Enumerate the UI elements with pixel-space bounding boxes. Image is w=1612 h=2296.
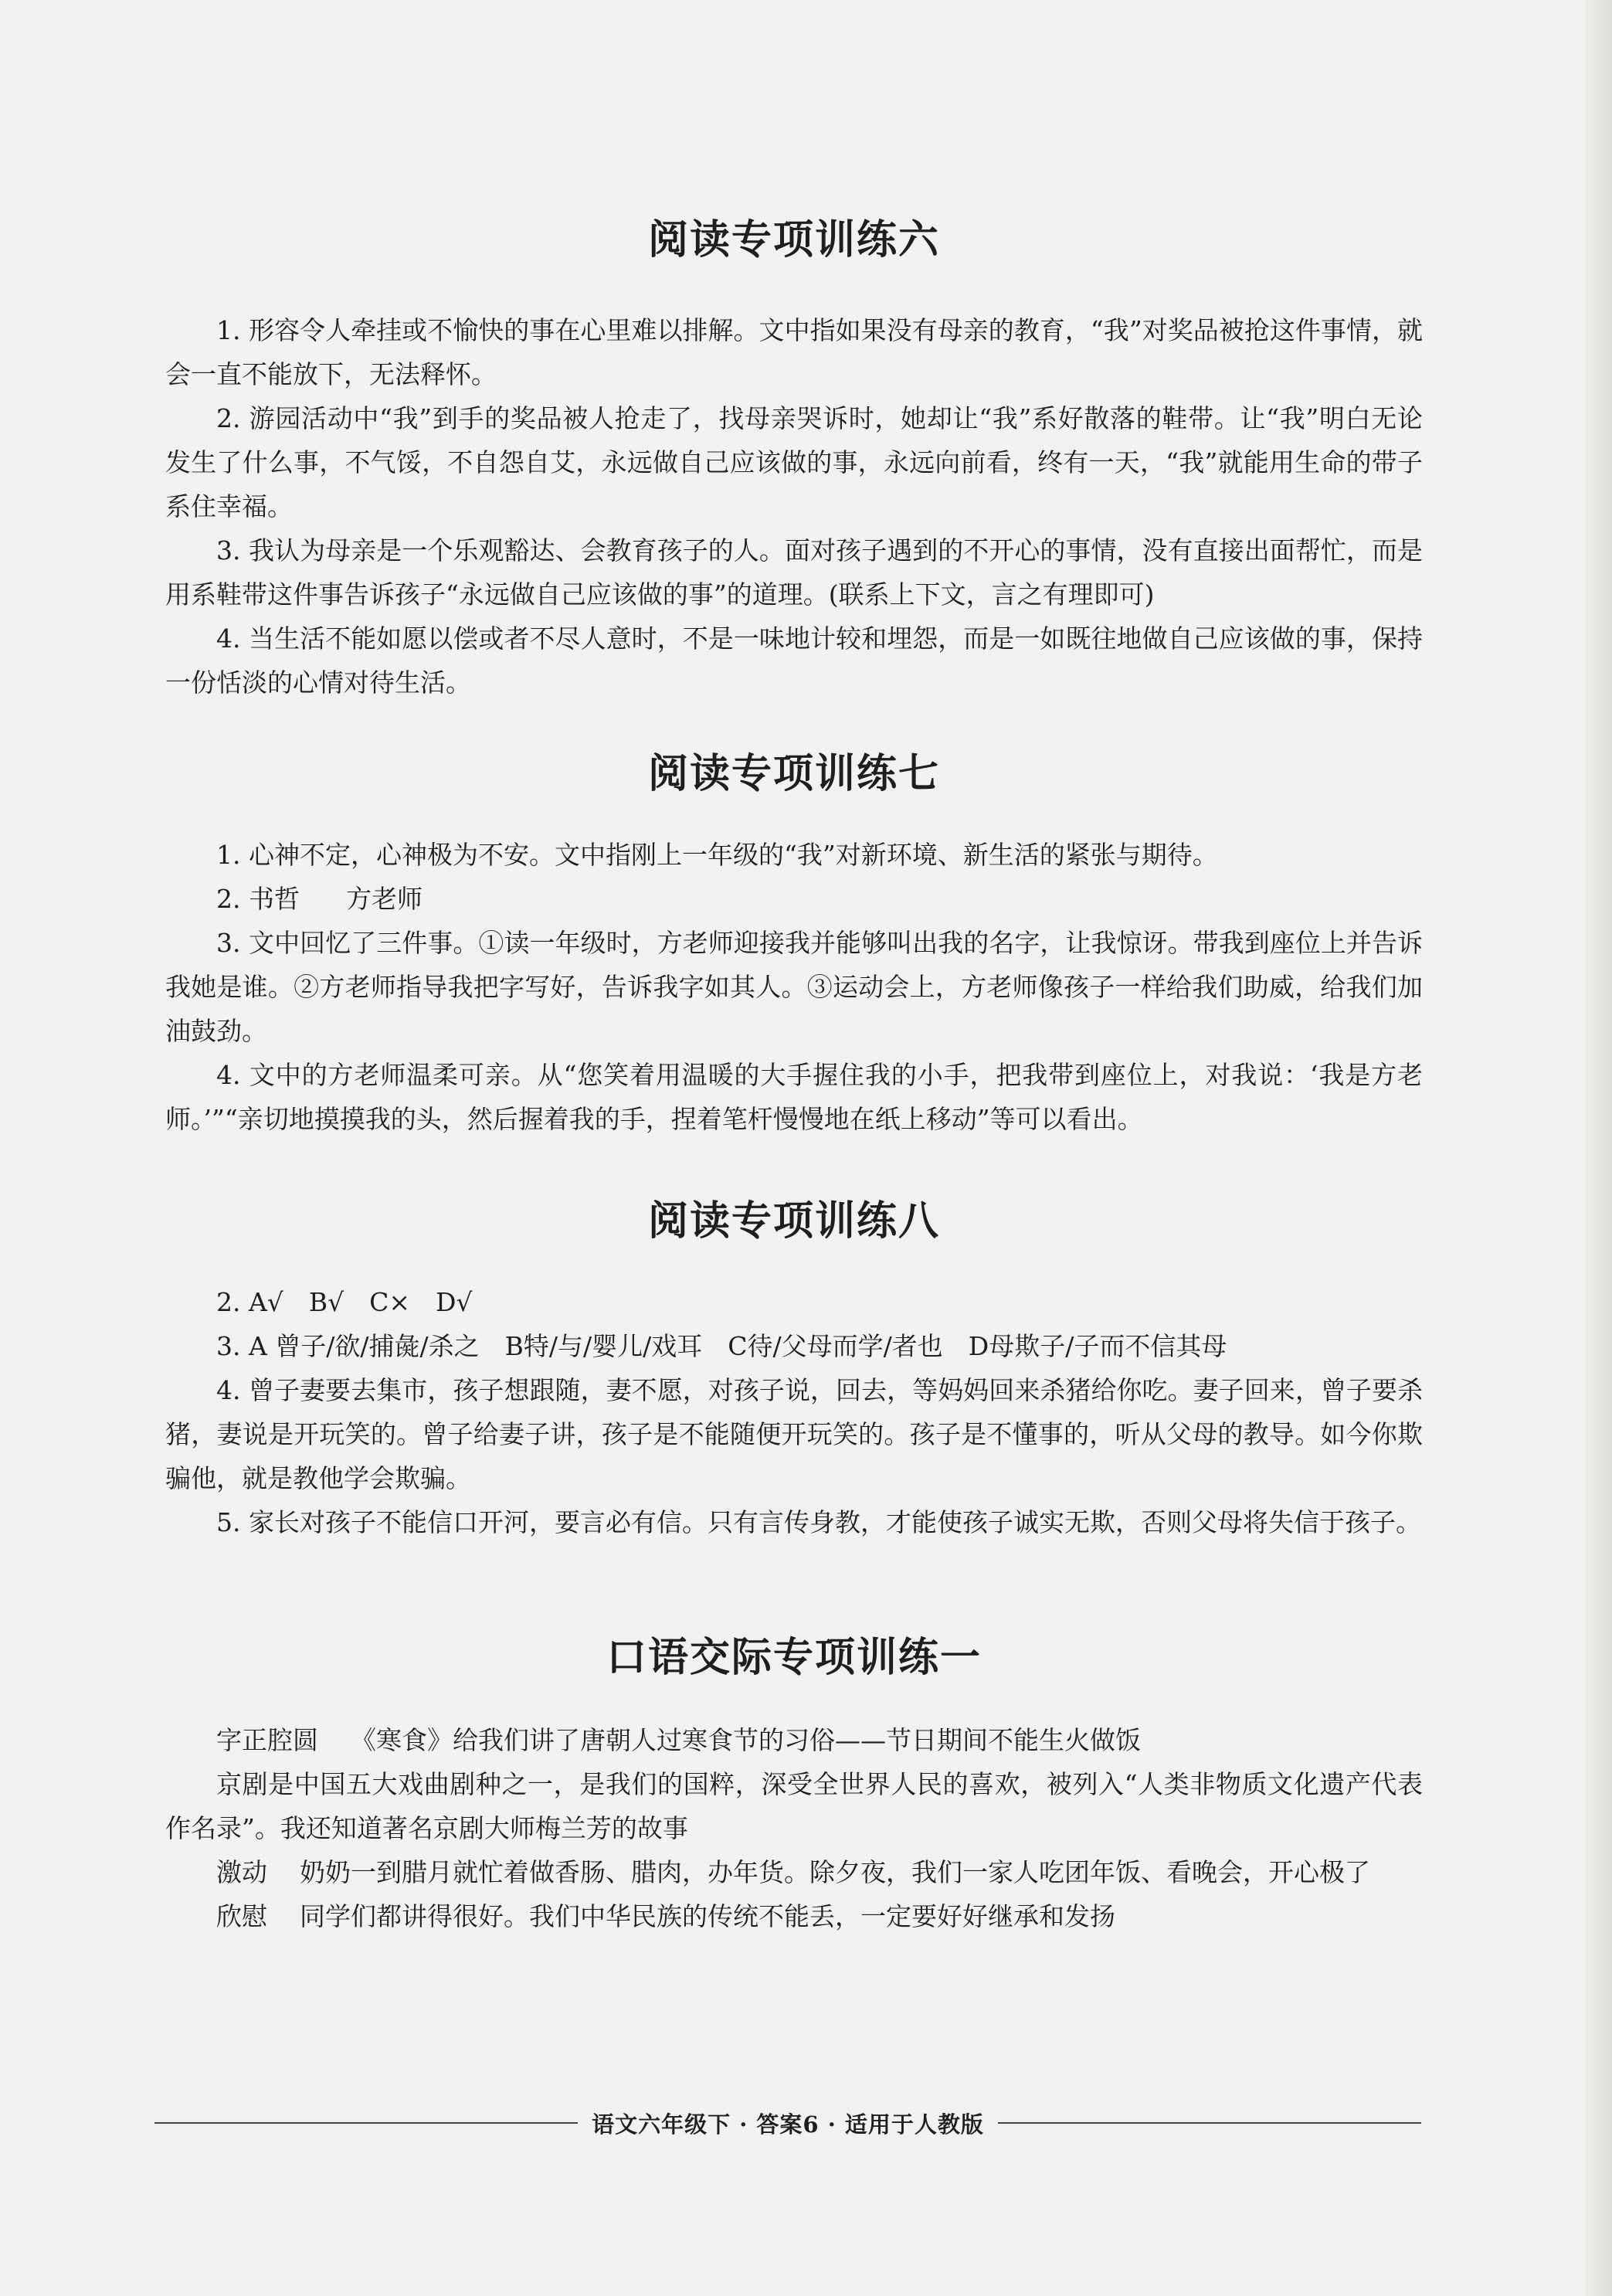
answer-paragraph: 1. 形容令人牵挂或不愉快的事在心里难以排解。文中指如果没有母亲的教育，“我”对奖品被抢这件事情，就会一直不能放下，无法释怀。 — [165, 315, 1423, 389]
answer-paragraph — [165, 877, 1423, 921]
section-title: 阅读专项训练八 — [647, 1197, 940, 1245]
answer-paragraph: 3. A 曾子/欲/捕彘/杀之 B特/与/婴儿/戏耳 C待/父母而学/者也 D母欺子/子而不信其母 — [216, 1331, 1227, 1361]
answer-paragraph: 3. 文中回忆了三件事。①读一年级时，方老师迎接我并能够叫出我的名字，让我惊讶。带我到座位上并告诉我她是谁。②方老师指导我把字写好，告诉我字如其人。③运动会上，方老师像孩子一样给我们助威，给我们加油鼓劲。 — [165, 928, 1423, 1046]
answer-q2-number: 2. 书哲 — [216, 884, 300, 914]
oral-text: 奶奶一到腊月就忙着做香肠、腊肉，办年货。除夕夜，我们一家人吃团年饭、看晚会，开心极了 — [300, 1857, 1370, 1887]
footer-rule-left — [154, 2122, 578, 2124]
answer-paragraph: 2. 游园活动中“我”到手的奖品被人抢走了，找母亲哭诉时，她却让“我”系好散落的鞋带。让“我”明白无论发生了什么事，不气馁，不自怨自艾，永远做自己应该做的事，永远向前看，终有一天，“我”就能用生命的带子系住幸福。 — [165, 403, 1423, 521]
oral-text: 同学们都讲得很好。我们中华民族的传统不能丢，一定要好好继承和发扬 — [300, 1901, 1115, 1931]
answer-paragraph: 5. 家长对孩子不能信口开河，要言必有信。只有言传身教，才能使孩子诚实无欺，否则父母将失信于孩子。 — [216, 1507, 1421, 1537]
answer-paragraph: 1. 心神不定，心神极为不安。文中指刚上一年级的“我”对新环境、新生活的紧张与期待。 — [216, 840, 1218, 870]
oral-text: 京剧是中国五大戏曲剧种之一，是我们的国粹，深受全世界人民的喜欢，被列入“人类非物质文化遗产代表作名录”。我还知道著名京剧大师梅兰芳的故事 — [165, 1769, 1423, 1843]
footer-text: 语文六年级下 · 答案6 · 适用于人教版 — [592, 2111, 984, 2138]
oral-term: 欣慰 — [216, 1901, 267, 1931]
section-reading-8 — [165, 1194, 1423, 1544]
section-oral-1 — [165, 1630, 1423, 1938]
oral-item — [165, 1762, 1423, 1850]
answer-paragraph: 2. A√ B√ C× D√ — [216, 1287, 473, 1317]
oral-term: 激动 — [216, 1857, 267, 1887]
section-reading-6 — [165, 212, 1423, 705]
answer-q2-value: 方老师 — [345, 884, 423, 914]
oral-item — [165, 1894, 1423, 1938]
answer-paragraph: 4. 当生活不能如愿以偿或者不尽人意时，不是一味地计较和埋怨，而是一如既往地做自己应该做的事，保持一份恬淡的心情对待生活。 — [165, 623, 1423, 698]
section-reading-7 — [165, 746, 1423, 1141]
section-title: 阅读专项训练六 — [647, 216, 940, 263]
oral-term: 字正腔圆 — [216, 1725, 318, 1755]
answer-paragraph: 3. 我认为母亲是一个乐观豁达、会教育孩子的人。面对孩子遇到的不开心的事情，没有直接出面帮忙，而是用系鞋带这件事告诉孩子“永远做自己应该做的事”的道理。(联系上下文，言之有理即可) — [165, 535, 1423, 610]
section-title: 阅读专项训练七 — [647, 750, 940, 797]
oral-item — [165, 1718, 1423, 1762]
section-title: 口语交际专项训练一 — [606, 1634, 982, 1681]
page-footer — [154, 2107, 1421, 2138]
oral-item — [165, 1850, 1423, 1894]
oral-text: 《寒食》给我们讲了唐朝人过寒食节的习俗——节日期间不能生火做饭 — [351, 1725, 1141, 1755]
answer-paragraph: 4. 文中的方老师温柔可亲。从“您笑着用温暖的大手握住我的小手，把我带到座位上，对我说：‘我是方老师。’”“亲切地摸摸我的头，然后握着我的手，捏着笔杆慢慢地在纸上移动”等可以看出。 — [165, 1060, 1423, 1134]
page-edge-shadow — [1586, 0, 1612, 2296]
footer-rule-right — [998, 2122, 1421, 2124]
answer-paragraph: 4. 曾子妻要去集市，孩子想跟随，妻不愿，对孩子说，回去，等妈妈回来杀猪给你吃。妻子回来，曾子要杀猪，妻说是开玩笑的。曾子给妻子讲，孩子是不能随便开玩笑的。孩子是不懂事的，听从父母的教导。如今你欺骗他，就是教他学会欺骗。 — [165, 1375, 1423, 1493]
